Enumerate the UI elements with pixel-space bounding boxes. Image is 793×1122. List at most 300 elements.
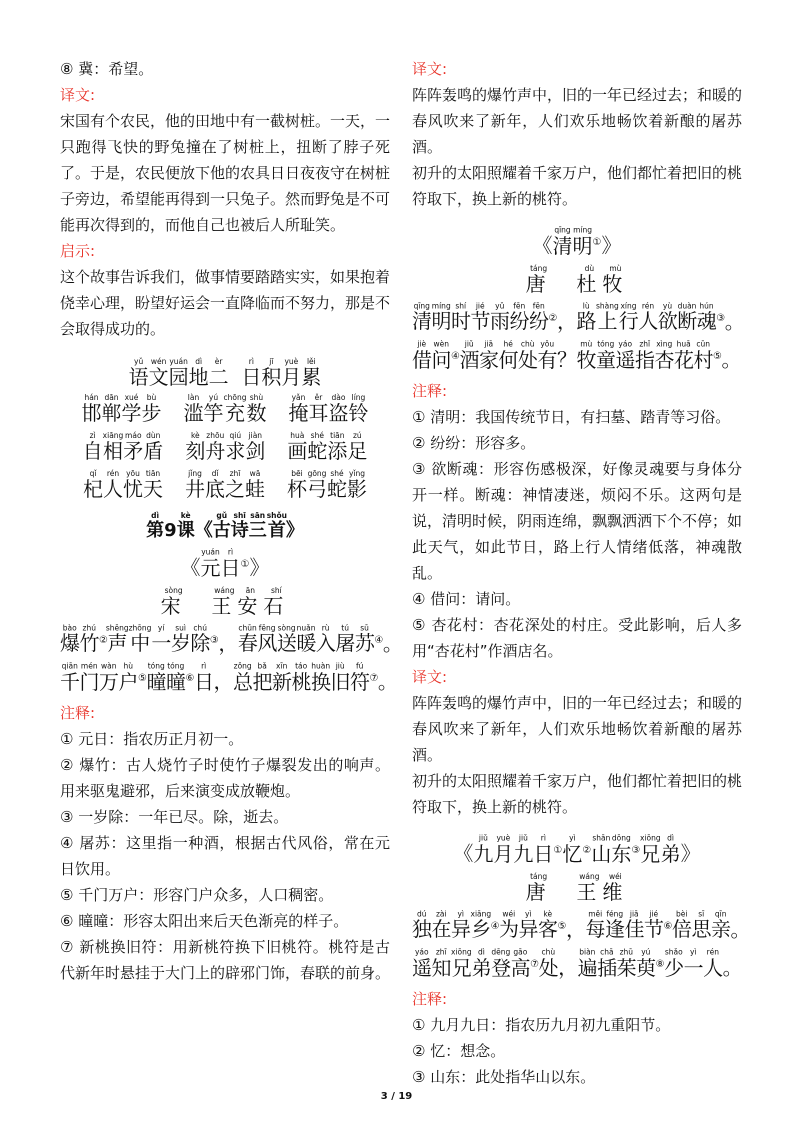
hanzi: 充 <box>223 401 247 425</box>
ruby-char <box>616 947 637 980</box>
pinyin: hún <box>696 301 717 311</box>
pinyin: yuán <box>168 357 189 366</box>
hanzi: 诗 <box>230 520 249 541</box>
ruby-char <box>602 263 629 296</box>
hanzi: 屠 <box>335 631 355 656</box>
hanzi: 节 <box>644 917 664 942</box>
hanzi: 日 <box>533 841 554 866</box>
hanzi: 日 <box>220 555 241 580</box>
pinyin: tú <box>335 623 355 633</box>
left-column <box>60 56 403 986</box>
ruby-char <box>208 357 229 389</box>
ruby-char <box>246 393 267 425</box>
hanzi: 指 <box>634 347 655 372</box>
idiom-row <box>60 394 390 432</box>
ruby-char <box>602 871 629 904</box>
ruby-char <box>597 947 617 980</box>
ruby-char <box>595 339 616 372</box>
ruby-char <box>431 947 452 980</box>
hanzi: 求 <box>225 439 246 463</box>
pinyin: dì <box>660 833 681 843</box>
ruby-char <box>696 301 717 334</box>
ruby-char <box>165 661 186 694</box>
pinyin: táng <box>525 263 552 273</box>
hanzi: 矛 <box>123 439 144 463</box>
ruby-char <box>572 225 593 258</box>
pinyin: chā <box>597 947 617 957</box>
pinyin: huà <box>287 431 308 440</box>
hanzi: 竹 <box>79 631 99 656</box>
pinyin: sòng <box>160 585 187 595</box>
ruby-char <box>261 357 282 389</box>
ruby-char <box>618 301 639 334</box>
translation-text <box>412 690 742 820</box>
ruby-char <box>518 909 539 942</box>
pinyin: tiān <box>327 431 348 440</box>
ruby-char <box>103 469 123 501</box>
pinyin: kè <box>185 431 206 440</box>
ruby-char <box>176 511 195 541</box>
pinyin: yōu <box>123 469 143 478</box>
spacer <box>552 880 577 904</box>
pinyin: yáo <box>412 947 432 957</box>
pinyin: èr <box>208 357 229 366</box>
pinyin: tóng <box>146 661 166 671</box>
ruby-char <box>657 301 678 334</box>
translation-text: 宋国有个农民，他的田地中有一截树桩。一天，一只跑得飞快的野兔撞在了树桩上，扭断了脖子死了。于是，农民便放下他的农具日日夜夜守在树桩子旁边，希望能再得到一只兔子。然而野兔是不可能再次得到的，而他自己也被后人所耻笑。 <box>60 112 391 234</box>
hanzi: 第 <box>146 520 165 541</box>
ruby-char <box>287 431 308 463</box>
pinyin: rù <box>315 623 336 633</box>
hanzi: 魂 <box>696 309 717 334</box>
pinyin: hán <box>81 393 102 402</box>
pinyin: zú <box>347 431 368 440</box>
footnote-marker: ① <box>553 844 563 856</box>
pinyin: tóng <box>165 661 186 671</box>
pinyin: jiè <box>412 339 432 349</box>
ruby-char <box>431 301 452 334</box>
pinyin: huā <box>673 339 694 349</box>
pinyin: yì <box>562 833 583 843</box>
ruby-char <box>691 909 711 942</box>
punctuation: 》 <box>680 841 701 866</box>
hanzi: 盾 <box>143 439 164 463</box>
hanzi: 园 <box>168 365 189 389</box>
pinyin: fēn <box>529 301 549 311</box>
hanzi: 相 <box>102 439 124 463</box>
ruby-char <box>79 661 100 694</box>
hanzi: 牧 <box>576 347 596 372</box>
hanzi: 行 <box>618 309 639 334</box>
translation-text <box>412 82 742 212</box>
ruby-char <box>315 623 336 656</box>
ruby-char <box>525 263 552 296</box>
punctuation: 。 <box>377 669 398 694</box>
hanzi: 童 <box>595 347 616 372</box>
ruby-char <box>123 431 144 463</box>
hanzi: 弟 <box>660 841 681 866</box>
paragraph: 阵阵轰鸣的爆竹声中，旧的一年已经过去；和暖的春风吹来了新年，人们欢乐地畅饮着新酿的屠苏酒。 <box>412 693 743 764</box>
footnote-marker: ① <box>592 237 602 248</box>
hanzi: 铃 <box>348 401 369 425</box>
pinyin: líng <box>348 393 369 402</box>
hanzi: 异 <box>518 917 539 942</box>
pinyin: shù <box>246 393 267 402</box>
idiom <box>83 470 163 508</box>
pinyin: shí <box>263 585 290 595</box>
ruby-char <box>160 585 187 618</box>
ruby-char <box>185 431 206 463</box>
pinyin: shàng <box>595 301 619 311</box>
pinyin: xiāng <box>470 909 492 919</box>
ruby-char <box>225 469 245 501</box>
ruby-char <box>335 623 355 656</box>
ruby-char <box>348 393 369 425</box>
pinyin: jié <box>470 301 490 311</box>
spacer <box>552 272 577 296</box>
hanzi: 九 <box>473 841 494 866</box>
ruby-char <box>141 393 162 425</box>
hanzi: 清 <box>552 233 573 258</box>
idiom <box>82 394 162 432</box>
ruby-char <box>330 661 350 694</box>
ruby-char <box>170 623 191 656</box>
pinyin: bèi <box>671 909 692 919</box>
spacer <box>187 594 212 618</box>
ruby-char <box>693 339 713 372</box>
pinyin: sū <box>354 623 375 633</box>
ruby-char <box>412 947 432 980</box>
paragraph: ④ 屠苏：这里指一种酒，根据古代风俗，常在元日饮用。 <box>60 833 390 878</box>
poem-author-jiuyue <box>412 873 742 909</box>
pinyin: chù <box>538 947 559 957</box>
pinyin: jiǔ <box>513 833 534 843</box>
pinyin: xìng <box>654 339 674 349</box>
pinyin: bù <box>141 393 162 402</box>
hanzi: 旧 <box>330 669 350 694</box>
ruby-char <box>266 511 287 541</box>
hanzi: 舟 <box>205 439 226 463</box>
pinyin: qīng <box>412 301 432 311</box>
pinyin: bǎ <box>252 661 272 671</box>
ruby-char <box>296 623 316 656</box>
pinyin: sòng <box>276 623 297 633</box>
ruby-char <box>525 871 552 904</box>
pinyin: táng <box>525 871 552 881</box>
pinyin: xué <box>121 393 142 402</box>
paragraph: ② 忆：想念。 <box>412 1041 506 1060</box>
hanzi: 曈 <box>165 669 186 694</box>
hanzi: 一 <box>683 955 704 980</box>
ruby-char <box>509 301 530 334</box>
hanzi: 之 <box>225 477 245 501</box>
hanzi: 苏 <box>354 631 375 656</box>
ruby-char <box>185 469 205 501</box>
hanzi: 何 <box>498 347 518 372</box>
pinyin: zhú <box>79 623 99 633</box>
pinyin: tiān <box>143 469 163 478</box>
pinyin: míng <box>572 225 593 235</box>
paragraph: ⑤ 杏花村：杏花深处的村庄。受此影响，后人多用“杏花村”作酒店名。 <box>412 615 742 660</box>
ruby-char <box>327 469 347 501</box>
hanzi: 借 <box>412 347 432 372</box>
ruby-char <box>552 225 573 258</box>
hanzi: 遥 <box>412 955 432 980</box>
hanzi: 萸 <box>636 955 656 980</box>
punctuation: 。 <box>382 631 403 656</box>
poem-title-yuanri <box>60 546 390 587</box>
paragraph: ① 元日：指农历正月初一。 <box>60 729 244 748</box>
pinyin: xīn <box>271 661 292 671</box>
ruby-char <box>241 357 262 389</box>
hanzi: 门 <box>79 669 99 694</box>
pinyin: dōng <box>611 833 632 843</box>
hanzi: 为 <box>499 917 519 942</box>
pinyin: rén <box>638 301 658 311</box>
ruby-char <box>81 393 102 425</box>
ruby-char <box>220 547 241 580</box>
pinyin: máo <box>123 431 144 440</box>
ruby-char <box>470 301 491 334</box>
notes-heading: 注释: <box>60 703 96 722</box>
ruby-char <box>412 909 432 942</box>
pinyin: wèn <box>431 339 451 349</box>
ruby-char <box>634 339 655 372</box>
pinyin: jiā <box>478 339 499 349</box>
ruby-char <box>451 301 471 334</box>
pinyin: gāo <box>510 947 531 957</box>
ruby-char <box>205 431 226 463</box>
ruby-char <box>611 833 632 866</box>
idiom-row <box>60 432 390 470</box>
pinyin: dùn <box>143 431 164 440</box>
pinyin: suì <box>170 623 191 633</box>
ruby-char <box>533 833 554 866</box>
hanzi: 高 <box>510 955 531 980</box>
punctuation: ， <box>213 669 233 694</box>
pinyin: míng <box>431 301 451 311</box>
hanzi: 中 <box>128 631 152 656</box>
pinyin: wáng <box>211 585 238 595</box>
pinyin: jī <box>261 357 282 366</box>
paragraph: ⑥ 曈曈：形容太阳出来后天色渐亮的样子。 <box>60 911 349 930</box>
ruby-char <box>310 661 331 694</box>
hanzi: 节 <box>470 309 490 334</box>
hanzi: 弓 <box>307 477 327 501</box>
poem-title-qingming <box>412 224 742 265</box>
idiom-row <box>60 470 390 508</box>
punctuation: ， <box>558 955 578 980</box>
hanzi: 清 <box>412 309 432 334</box>
hanzi: 兄 <box>639 841 661 866</box>
idiom <box>185 470 265 508</box>
ruby-char <box>60 661 80 694</box>
idiom-grid <box>60 394 390 508</box>
ruby-char <box>223 393 247 425</box>
hanzi: 处 <box>538 955 559 980</box>
ruby-char <box>257 623 277 656</box>
ruby-char <box>347 469 367 501</box>
pinyin: ěr <box>308 393 329 402</box>
pinyin: fēn <box>509 301 529 311</box>
pinyin: sī <box>691 909 711 919</box>
hanzi: 家 <box>478 347 499 372</box>
pinyin: tóng <box>595 339 616 349</box>
ruby-char <box>143 431 164 463</box>
pinyin: shēng <box>105 623 129 633</box>
footnote-marker: ② <box>582 844 592 856</box>
hanzi: 有 <box>537 347 557 372</box>
poem-line <box>60 661 398 700</box>
pinyin: yú <box>203 393 224 402</box>
ruby-char <box>710 909 731 942</box>
notes-list <box>412 1012 742 1090</box>
insight-heading: 启示: <box>60 242 96 260</box>
punctuation: ？ <box>556 347 577 372</box>
ruby-char <box>146 511 165 541</box>
hanzi: 忧 <box>123 477 143 501</box>
pinyin: féng <box>605 909 625 919</box>
ruby-char <box>121 393 142 425</box>
ruby-char <box>79 623 100 656</box>
pinyin: jiā <box>624 909 644 919</box>
hanzi: 知 <box>431 955 451 980</box>
hanzi: 月 <box>493 841 514 866</box>
hanzi: 唐 <box>525 879 552 904</box>
pinyin: ān <box>237 585 264 595</box>
ruby-char <box>576 301 596 334</box>
punctuation: 。 <box>730 917 750 942</box>
ruby-char <box>671 909 692 942</box>
ruby-char <box>245 431 266 463</box>
punctuation: ， <box>556 309 577 334</box>
pinyin: jié <box>644 909 664 919</box>
pinyin: dān <box>101 393 122 402</box>
pinyin: xiōng <box>451 947 472 957</box>
idiom <box>184 394 267 432</box>
ruby-char <box>591 833 612 866</box>
hanzi: 人 <box>638 309 658 334</box>
ruby-char <box>211 585 238 618</box>
hanzi: 忆 <box>562 841 583 866</box>
pinyin: yì <box>518 909 539 919</box>
ruby-char <box>478 339 499 372</box>
ruby-char <box>105 623 129 656</box>
footnote-marker: ② <box>99 634 108 646</box>
translation-heading: 译文: <box>412 667 448 686</box>
poem-line <box>60 623 403 662</box>
hanzi: 井 <box>185 477 205 501</box>
ruby-char <box>252 661 272 694</box>
punctuation: 》 <box>601 233 622 258</box>
hanzi: 村 <box>693 347 713 372</box>
paragraph: ① 九月九日：指农历九月初九重阳节。 <box>412 1015 671 1034</box>
ruby-char <box>327 431 348 463</box>
pinyin: mù <box>576 339 596 349</box>
hanzi: 影 <box>347 477 367 501</box>
ruby-char <box>307 431 328 463</box>
notes-heading: 注释: <box>412 989 448 1008</box>
hanzi: 蛇 <box>307 439 328 463</box>
ruby-char <box>60 623 80 656</box>
idiom <box>287 470 367 508</box>
punctuation: 《 <box>194 520 213 541</box>
pinyin: shí <box>451 301 471 311</box>
pinyin: dào <box>328 393 349 402</box>
hanzi: 二 <box>208 365 229 389</box>
pinyin: qīn <box>710 909 731 919</box>
spacer <box>229 365 242 389</box>
ruby-char <box>123 469 143 501</box>
pinyin: shé <box>307 431 328 440</box>
hanzi: 倍 <box>671 917 692 942</box>
punctuation: 9 <box>164 520 177 541</box>
hanzi: 积 <box>261 365 282 389</box>
ruby-char <box>248 511 267 541</box>
hanzi: 古 <box>212 520 231 541</box>
pinyin: rén <box>703 947 723 957</box>
hanzi: 每 <box>585 917 605 942</box>
idiom <box>83 432 164 470</box>
pinyin: biàn <box>577 947 598 957</box>
hanzi: 雨 <box>490 309 510 334</box>
hanzi: 独 <box>412 917 432 942</box>
pinyin: jiǔ <box>459 339 479 349</box>
hanzi: 异 <box>451 917 471 942</box>
hanzi: 遥 <box>615 347 635 372</box>
pinyin: xíng <box>618 301 639 311</box>
pinyin: nuǎn <box>296 623 316 633</box>
pinyin: zhǐ <box>634 339 655 349</box>
hanzi: 步 <box>141 401 162 425</box>
hanzi: 明 <box>572 233 593 258</box>
notes-list <box>60 726 390 986</box>
ruby-char <box>673 339 694 372</box>
pinyin: shǒu <box>266 511 287 520</box>
hanzi: 爆 <box>60 631 80 656</box>
hanzi: 遍 <box>577 955 598 980</box>
hanzi: 安 <box>237 593 264 618</box>
ruby-char <box>683 947 704 980</box>
poem-line <box>412 947 742 986</box>
hanzi: 新 <box>271 669 292 694</box>
ruby-char <box>636 947 656 980</box>
ruby-char <box>205 469 225 501</box>
hanzi: 千 <box>60 669 80 694</box>
hanzi: 客 <box>538 917 558 942</box>
ruby-char <box>188 357 209 389</box>
footnote-marker: ⑤ <box>138 673 147 685</box>
ruby-char <box>354 623 375 656</box>
pinyin: yáo <box>615 339 635 349</box>
hanzi: 人 <box>103 477 123 501</box>
hanzi: 首 <box>266 520 287 541</box>
hanzi: 纷 <box>529 309 549 334</box>
hanzi: 足 <box>347 439 368 463</box>
hanzi: 逢 <box>605 917 625 942</box>
hanzi: 牧 <box>602 271 629 296</box>
footnote-marker: ⑧ <box>655 959 665 971</box>
hanzi: 唐 <box>525 271 552 296</box>
hanzi: 登 <box>491 955 511 980</box>
footnote-marker: ③ <box>631 844 641 856</box>
pinyin: dēng <box>491 947 511 957</box>
pinyin: bào <box>60 623 80 633</box>
pinyin: lù <box>576 301 596 311</box>
ruby-char <box>638 301 658 334</box>
ruby-char <box>148 357 169 389</box>
ruby-char <box>301 357 322 389</box>
